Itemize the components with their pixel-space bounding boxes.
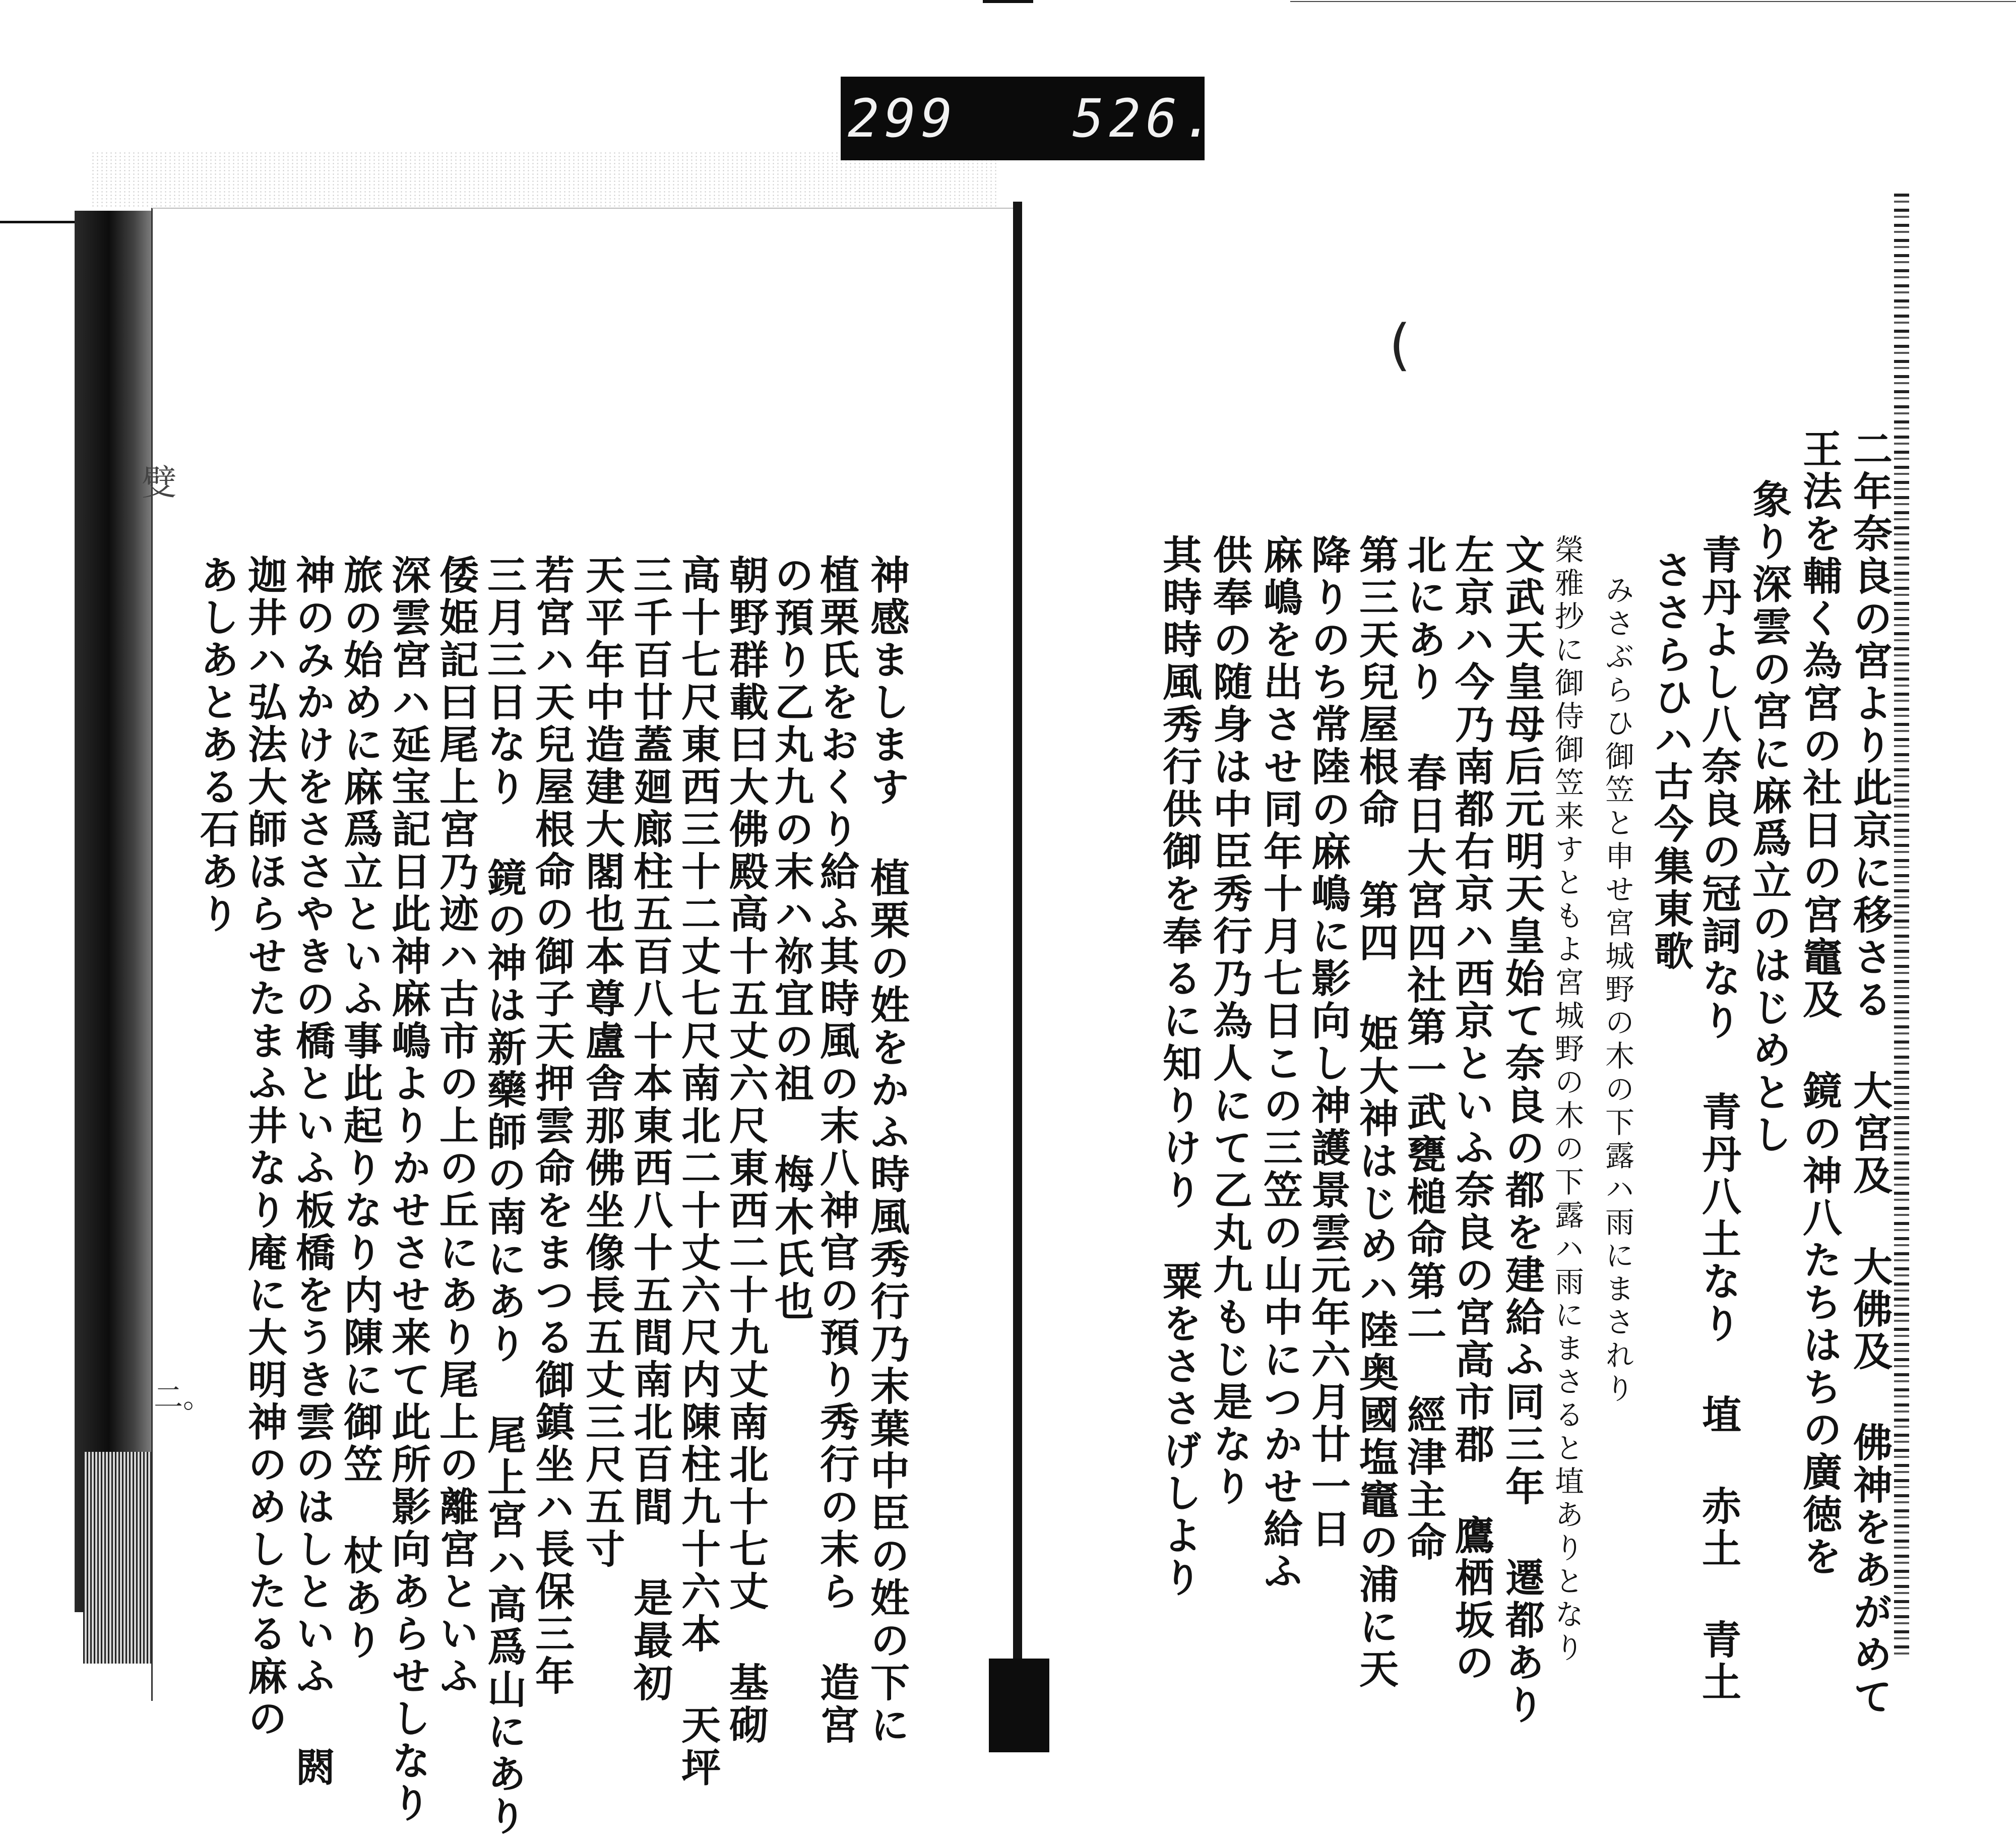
left-margin-mark: 䢃 bbox=[136, 464, 177, 499]
left-col-9: 三月三日なり 鏡の神は新藥師の南にあり 尾上宮ハ高爲山にあり bbox=[481, 555, 527, 1838]
right-col-2: 王法を輔く為宮の社日の宮竈及 鏡の神八たちはちの廣徳を bbox=[1796, 428, 1842, 1578]
page-gutter bbox=[1013, 202, 1022, 1752]
left-col-4: 朝野群載曰大佛殿高十五丈六尺東西二十九丈南北十七丈 基砌 bbox=[723, 555, 769, 1747]
left-col-13: 神のみかけをささやきの橋といふ板橋をうき雲のはしといふ 閼 bbox=[289, 555, 335, 1789]
right-col-14: 供奉の随身は中臣秀行乃為人にて乙丸九もじ是なり bbox=[1207, 534, 1252, 1508]
right-col-13: 麻嶋を出させ同年十月七日この三笠の山中につかせ給ふ bbox=[1257, 534, 1303, 1593]
right-col-15: 其時時風秀行供御を奉るに知りけり 粟をささげしより bbox=[1156, 534, 1202, 1600]
left-col-12: 旅の始めに麻爲立といふ事此起りなり内陳に御笠 杖あり bbox=[337, 555, 383, 1662]
left-col-6: 三千百廿蓋廻廊柱五百八十本東西八十五間南北百間 是最初 bbox=[627, 555, 673, 1704]
frame-number-plate bbox=[841, 77, 1219, 160]
left-col-2: 植栗氏をおくり給ふ其時風の末八神官の預り秀行の末ら 造宮 bbox=[813, 555, 859, 1747]
gutter-clip bbox=[989, 1659, 1049, 1752]
right-col-9: 左京ハ今乃南都右京ハ西京といふ奈良の宮高市郡 鷹栖坂の bbox=[1448, 534, 1494, 1684]
right-col-4: 青丹よし八奈良の冠詞なり 青丹八土なり 埴 赤土 青土 bbox=[1695, 534, 1741, 1704]
right-col-11: 第三天兒屋根命 第四 姫大神はじめハ陸奥國塩竈の浦に天 bbox=[1353, 534, 1399, 1691]
left-col-14: 迦井ハ弘法大師ほらせたまふ井なり庵に大明神のめしたる麻の bbox=[241, 555, 287, 1740]
right-col-8: 文武天皇母后元明天皇始て奈良の都を建給ふ同三年 遷都あり bbox=[1499, 534, 1545, 1727]
left-col-11: 深雲宮ハ延宝記日此神麻嶋よりかせさせ来て此所影向あらせしなり bbox=[385, 555, 431, 1825]
left-col-8: 若宮ハ天兒屋根命の御子天押雲命をまつる御鎮坐ハ長保三年 bbox=[529, 555, 575, 1698]
left-col-15: あしあとある石あり bbox=[194, 555, 239, 936]
left-col-7: 天平年中造建大閣也本尊盧舎那佛坐像長五丈三尺五寸 bbox=[579, 555, 625, 1571]
right-col-7: 榮雅抄に御侍御笠来すともよ宮城野の木の下露ハ雨にまさると埴ありとなり bbox=[1550, 534, 1584, 1666]
page-folio: 二。 bbox=[154, 1380, 213, 1415]
right-col-6: みさぶらひ御笠と申せ宮城野の木の下露ハ雨にまされり bbox=[1600, 575, 1634, 1406]
right-col-10: 北にあり 春日大宮四社第一武甕槌命第二 經津主命 bbox=[1401, 534, 1446, 1564]
bracket-mark: ( bbox=[1389, 313, 1411, 377]
film-edge-line-left bbox=[0, 221, 86, 223]
right-col-12: 降りのち常陸の麻嶋に影向し神護景雲元年六月廿一日 bbox=[1305, 534, 1351, 1551]
film-edge-line bbox=[1290, 1, 2016, 2]
right-page-edge bbox=[1894, 194, 1909, 1656]
book-edge-dark bbox=[75, 211, 160, 1612]
left-col-5: 高十七尺東西三十二丈七尺南北二十丈六尺内陳柱九十六本 天坪 bbox=[675, 555, 721, 1789]
right-col-3: 象り深雲の宮に麻爲立のはじめとし bbox=[1746, 479, 1792, 1156]
left-col-10: 倭姫記曰尾上宮乃迹ハ古市の上の丘にあり尾上の離宮といふ bbox=[433, 555, 479, 1698]
frame-number-left: 299 bbox=[848, 88, 958, 149]
film-tab bbox=[983, 0, 1033, 3]
right-col-1: 二年奈良の宮より此京に移さる 大宮及 大佛及 佛神をあがめて bbox=[1847, 428, 1893, 1719]
right-col-5: ささらひハ古今集東歌 bbox=[1648, 549, 1693, 973]
left-col-1: 神感まします 植栗の姓をかふ時風秀行乃末葉中臣の姓の下に bbox=[864, 555, 910, 1747]
frame-number-right: 526. bbox=[1073, 88, 1219, 149]
left-col-3: の預り乙丸九の末ハ祢宜の祖 梅木氏也 bbox=[768, 555, 814, 1323]
